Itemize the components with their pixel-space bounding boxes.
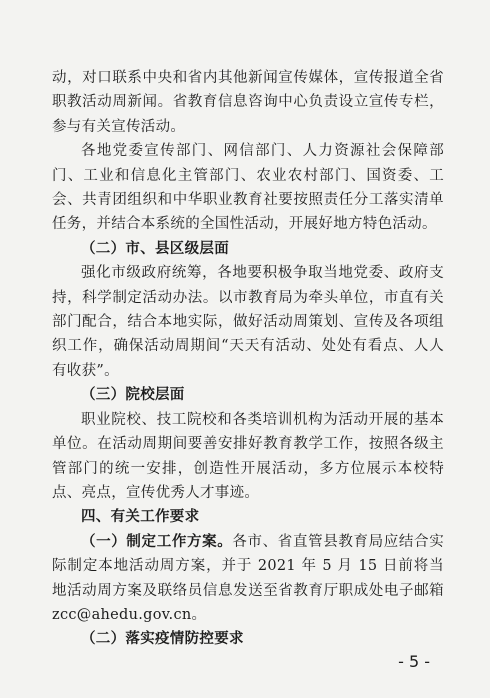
- heading-epidemic-control: （二）落实疫情防控要求: [81, 630, 244, 648]
- body-text: [52, 66, 444, 652]
- heading-city-county-level: （二）市、县区级层面: [81, 239, 229, 257]
- paragraph-school-level: 职业院校、技工院校和各类培训机构为活动开展的基本单位。在活动周期间要善安排好教育教学工作，按照各级主管部门的统一安排，创造性开展活动，多方位展示本校特点、亮点，宣传优秀人才事迹。: [52, 411, 444, 501]
- paragraph-publicity-cont: 动，对口联系中央和省内其他新闻宣传媒体，宣传报道全省职教活动周新闻。省教育信息咨询中心负责设立宣传专栏，参与有关宣传活动。: [52, 70, 444, 135]
- paragraph-city-level: 强化市级政府统筹，各地要积极争取当地党委、政府支持，科学制定活动办法。以市教育局为牵头单位，市直有关部门配合，结合本地实际，做好活动周策划、宣传及各项组织工作，确保活动周期间“天天有活动、处处有看点、人人有收获”。: [52, 265, 444, 379]
- work-plan-lead: （一）制定工作方案。: [81, 532, 233, 550]
- page-number: - 5 -: [398, 652, 430, 671]
- heading-work-requirements: 四、有关工作要求: [81, 509, 200, 526]
- paragraph-departments: 各地党委宣传部门、网信部门、人力资源社会保障部门、工业和信息化主管部门、农业农村部门、国资委、工会、共青团组织和中华职业教育社要按照责任分工落实清单任务，并结合本系统的全国性活动，开展好地方特色活动。: [52, 143, 444, 233]
- paragraph-work-plan: [52, 530, 444, 628]
- heading-school-level: （三）院校层面: [81, 386, 185, 404]
- work-plan-body: 各市、省直管县教育局应结合实际制定本地活动周方案，并于 2021 年 5 月 15 日前将当地活动周方案及联络员信息发送至省教育厅职成处电子邮箱 zcc@ahedu.gov.cn。: [52, 533, 444, 623]
